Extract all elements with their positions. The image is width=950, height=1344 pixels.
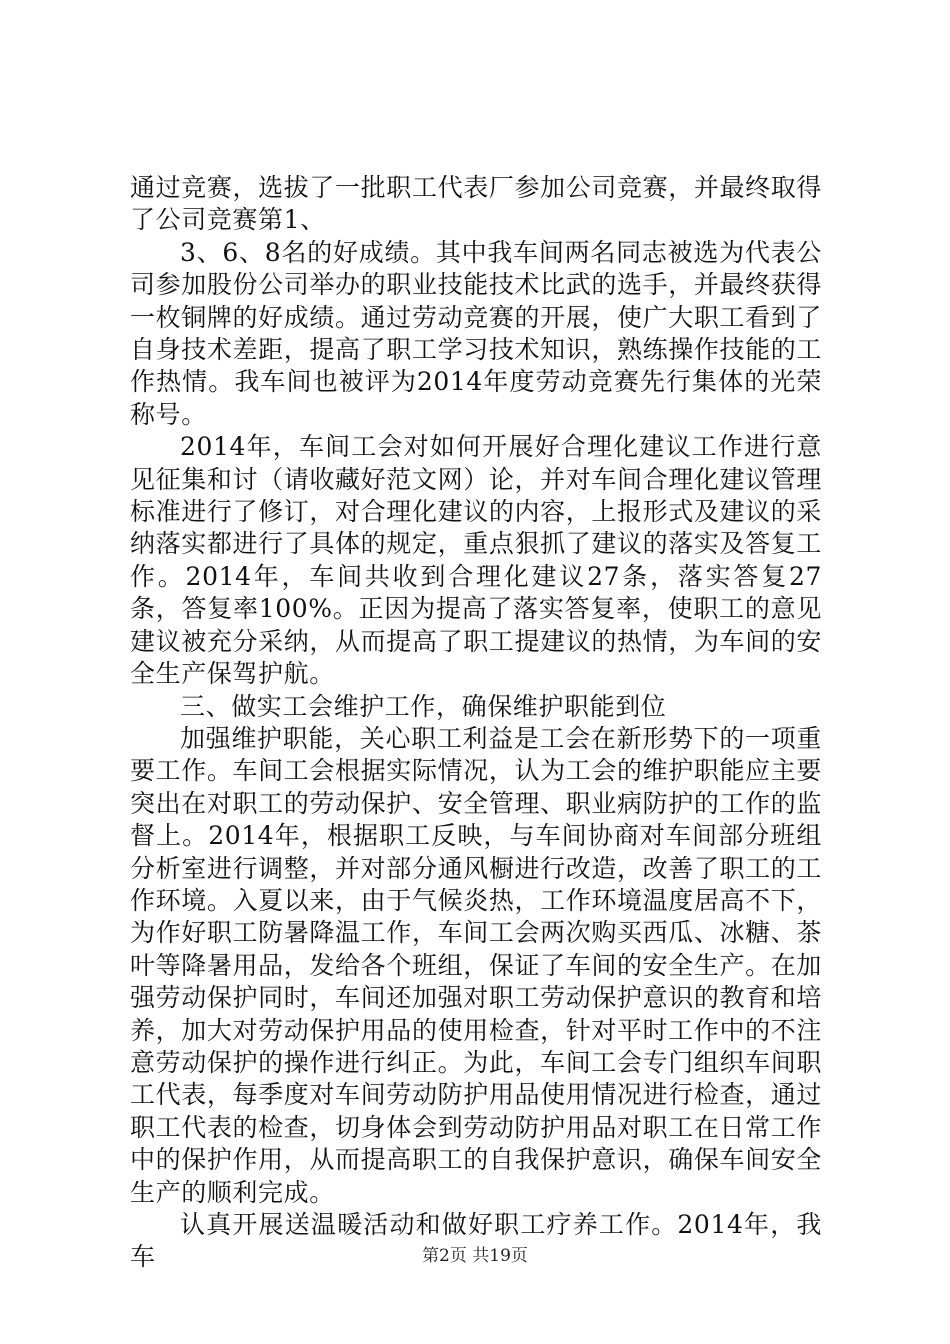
paragraph-competition-results: 3、6、8名的好成绩。其中我车间两名同志被选为代表公司参加股份公司举办的职业技能技术比武的选手，并最终获得一枚铜牌的好成绩。通过劳动竞赛的开展，使广大职工看到了自身技术差距，提高了职工学习技术知识，熟练操作技能的工作热情。我车间也被评为2014年度劳动竞赛先行集体的光荣称号。 — [130, 237, 822, 429]
paragraph-competition-continued: 通过竞赛，选拔了一批职工代表厂参加公司竞赛，并最终取得了公司竞赛第1、 — [130, 173, 822, 235]
paragraph-warmth-activities: 认真开展送温暖活动和做好职工疗养工作。2014年，我车 — [130, 1210, 822, 1272]
section-heading-protection: 三、做实工会维护工作，确保维护职能到位 — [180, 691, 667, 721]
document-body — [130, 172, 822, 1274]
paragraph-rationalization-suggestions: 2014年，车间工会对如何开展好合理化建议工作进行意见征集和讨（请收藏好范文网）论，并对车间合理化建议管理标准进行了修订，对合理化建议的内容，上报形式及建议的采纳落实都进行了具体的规定，重点狠抓了建议的落实及答复工作。2014年，车间共收到合理化建议27条，落实答复27条，答复率100%。正因为提高了落实答复率，使职工的意见建议被充分采纳，从而提高了职工提建议的热情，为车间的安全生产保驾护航。 — [130, 432, 822, 689]
page-number-footer: 第2页 共19页 — [422, 1246, 528, 1266]
paragraph-protection-duties: 加强维护职能，关心职工利益是工会在新形势下的一项重要工作。车间工会根据实际情况，认为工会的维护职能应主要突出在对职工的劳动保护、安全管理、职业病防护的工作的监督上。2014年，根据职工反映，与车间协商对车间部分班组分析室进行调整，并对部分通风橱进行改造，改善了职工的工作环境。入夏以来，由于气候炎热，工作环境温度居高不下，为作好职工防暑降温工作，车间工会两次购买西瓜、冰糖、茶叶等降暑用品，发给各个班组，保证了车间的安全生产。在加强劳动保护同时，车间还加强对职工劳动保护意识的教育和培养，加大对劳动保护用品的使用检查，针对平时工作中的不注意劳动保护的操作进行纠正。为此，车间工会专门组织车间职工代表，每季度对车间劳动防护用品使用情况进行检查，通过职工代表的检查，切身体会到劳动防护用品对职工在日常工作中的保护作用，从而提高职工的自我保护意识，确保车间安全生产的顺利完成。 — [130, 723, 822, 1207]
